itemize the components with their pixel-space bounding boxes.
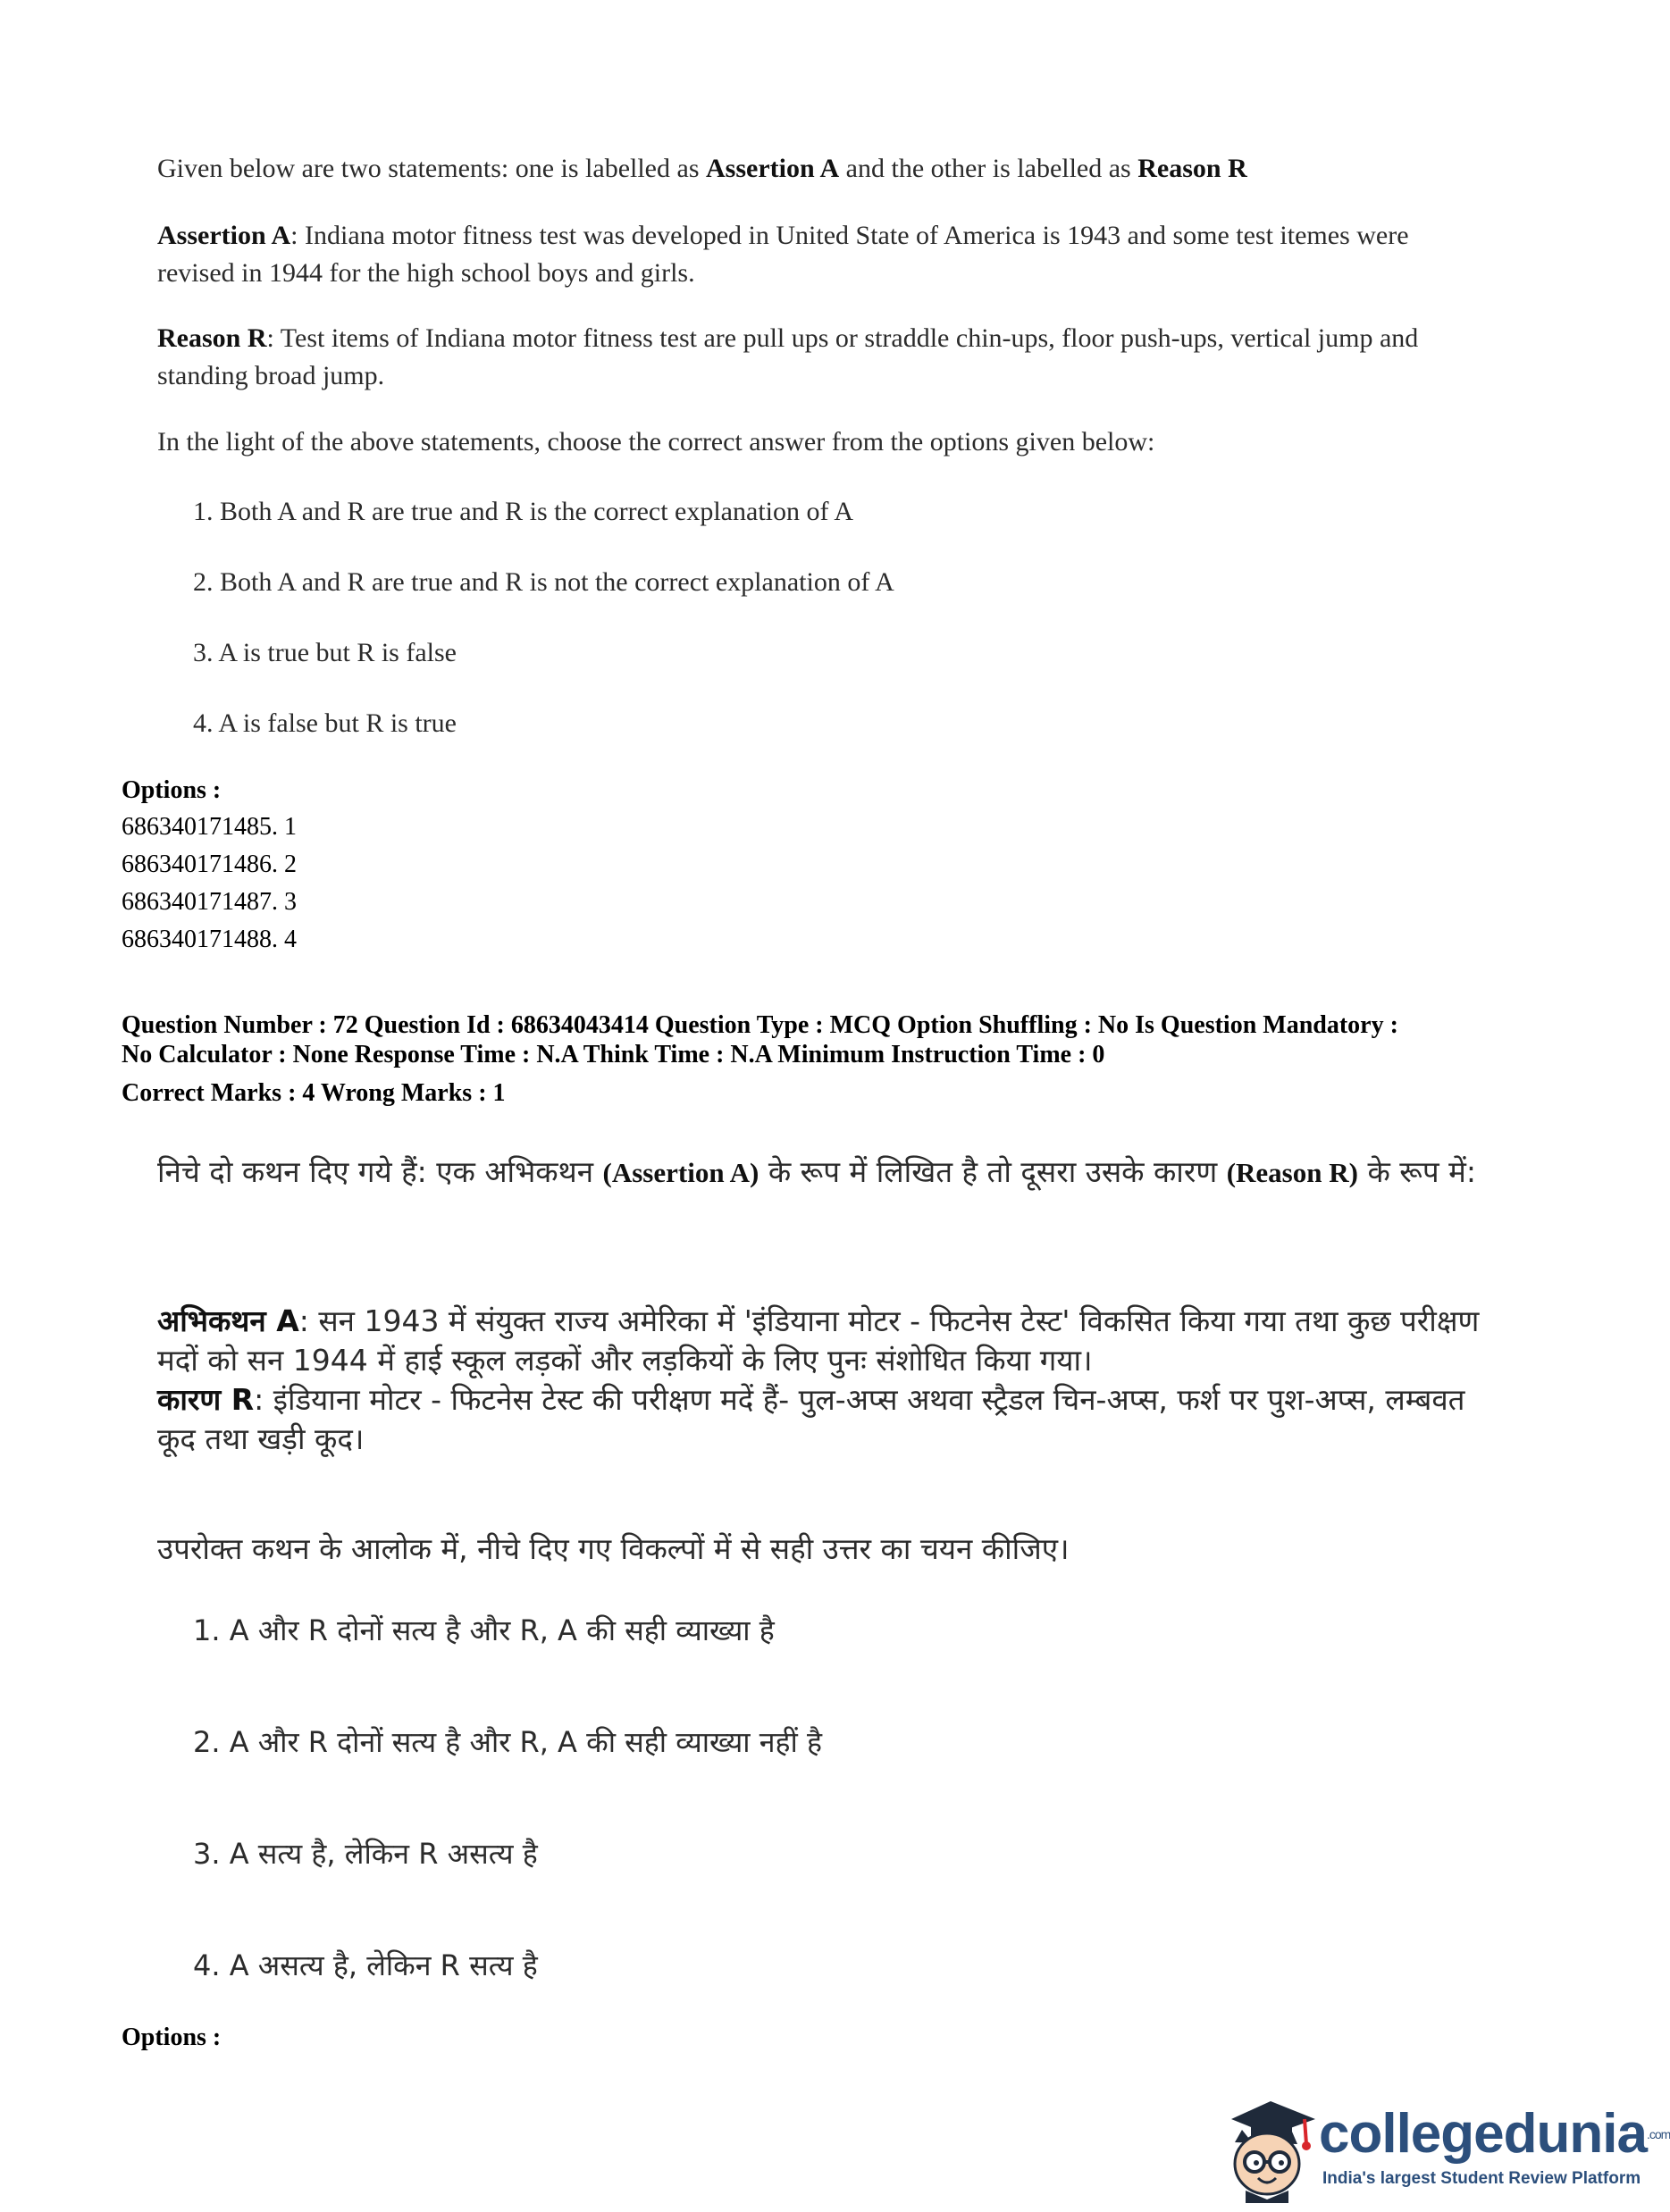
collegedunia-logo[interactable] xyxy=(1215,2089,1670,2205)
intro-assertion-label: Assertion A xyxy=(706,154,840,183)
logo-suffix: .com xyxy=(1646,2127,1670,2141)
q72-hindi-choice-4: 4. A असत्य है, लेकिन R सत्य है xyxy=(193,1948,538,1982)
assertion-label: Assertion A xyxy=(157,221,291,250)
q71-option-id-1: 686340171485. 1 xyxy=(122,813,297,841)
q72-meta-line-2: No Calculator : None Response Time : N.A Think Time : N.A Minimum Instruction Time : 0 xyxy=(122,1041,1105,1068)
q72-marks: Correct Marks : 4 Wrong Marks : 1 xyxy=(122,1079,506,1107)
q71-intro: Given below are two statements: one is labelled as Assertion A and the other is labelled as Reason R xyxy=(157,154,1247,183)
q72-hindi-choice-3: 3. A सत्य है, लेकिन R असत्य है xyxy=(193,1837,538,1871)
logo-wordmark: collegedunia$^{.com}$ xyxy=(1319,2103,1670,2165)
q72-hindi-choice-1: 1. A और R दोनों सत्य है और R, A की सही व्याख्या है xyxy=(193,1613,775,1647)
q72-hindi-assertion xyxy=(157,1302,1498,1380)
reason-label: Reason R xyxy=(157,323,267,353)
q71-reason xyxy=(157,320,1489,395)
q71-option-id-2: 686340171486. 2 xyxy=(122,850,297,878)
hi-intro-assertion-label: (Assertion A) xyxy=(602,1157,759,1188)
q71-choice-4: 4. A is false but R is true xyxy=(193,708,457,738)
mascot-icon xyxy=(1215,2089,1321,2203)
q71-choice-2: 2. Both A and R are true and R is not the correct explanation of A xyxy=(193,567,894,597)
q72-hindi-instruction: उपरोक्त कथन के आलोक में, नीचे दिए गए विकल्पों में से सही उत्तर का चयन कीजिए। xyxy=(157,1531,1070,1566)
q71-choice-1: 1. Both A and R are true and R is the correct explanation of A xyxy=(193,497,853,526)
assertion-text: : Indiana motor fitness test was developed in United State of America is 1943 and some test itemes were revised in 1944 for the high school boys and girls. xyxy=(157,221,1409,288)
q71-choice-3: 3. A is true but R is false xyxy=(193,638,457,667)
intro-reason-label: Reason R xyxy=(1137,154,1247,183)
q72-hindi-choice-2: 2. A और R दोनों सत्य है और R, A की सही व्याख्या नहीं है xyxy=(193,1725,822,1759)
q72-hindi-intro: निचे दो कथन दिए गये हैं: एक अभिकथन (Assertion A) के रूप में लिखित है तो दूसरा उसके कारण (Reason R) के रूप में: xyxy=(157,1154,1477,1189)
hi-intro-reason-label: (Reason R) xyxy=(1226,1157,1358,1188)
q71-option-id-4: 686340171488. 4 xyxy=(122,926,297,953)
q72-options-label: Options : xyxy=(122,2023,222,2051)
q71-instruction: In the light of the above statements, choose the correct answer from the options given below: xyxy=(157,427,1155,457)
reason-text: : Test items of Indiana motor fitness test are pull ups or straddle chin-ups, floor push-ups, vertical jump and standing broad jump. xyxy=(157,323,1419,390)
q71-option-id-3: 686340171487. 3 xyxy=(122,888,297,916)
hi-reason-label: कारण R xyxy=(157,1382,255,1417)
q71-options-label: Options : xyxy=(122,776,222,804)
hi-assertion-text: : सन 1943 में संयुक्त राज्य अमेरिका में 'इंडियाना मोटर - फिटनेस टेस्ट' विकसित किया गया तथा कुछ परीक्षण मदों को सन 1944 में हाई स्कूल लड़कों और लड़कियों के लिए पुनः संशोधित किया गया। xyxy=(157,1303,1480,1378)
hi-assertion-label: अभिकथन A xyxy=(157,1303,299,1338)
q72-meta-line-1: Question Number : 72 Question Id : 68634043414 Question Type : MCQ Option Shuffling : No Is Question Mandatory : xyxy=(122,1011,1398,1039)
q71-assertion xyxy=(157,217,1489,292)
hi-reason-text: : इंडियाना मोटर - फिटनेस टेस्ट की परीक्षण मदें हैं- पुल-अप्स अथवा स्ट्रैडल चिन-अप्स, फर्श पर पुश-अप्स, लम्बवत कूद तथा खड़ी कूद। xyxy=(157,1382,1465,1456)
logo-tagline: India's largest Student Review Platform xyxy=(1322,2169,1641,2188)
q72-hindi-reason xyxy=(157,1380,1498,1459)
